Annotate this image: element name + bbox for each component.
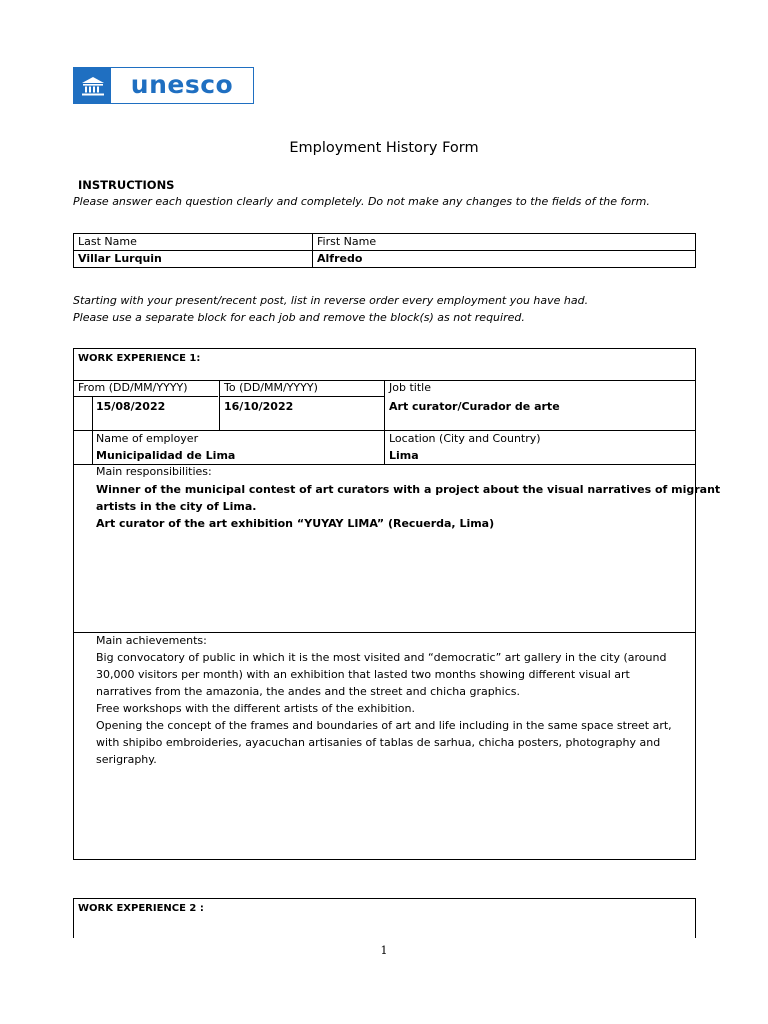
unesco-temple-icon	[74, 68, 111, 103]
work-2-heading: WORK EXPERIENCE 2 :	[78, 903, 204, 914]
from-date-value[interactable]: 15/08/2022	[96, 400, 166, 413]
instructions-heading: INSTRUCTIONS	[78, 178, 175, 192]
intro-line-2: Please use a separate block for each job and remove the block(s) as not required.	[73, 311, 525, 324]
last-name-label: Last Name	[74, 234, 313, 251]
achievement-line-3: narratives from the amazonia, the andes and the street and chicha graphics.	[96, 685, 520, 698]
responsibilities-label: Main responsibilities:	[96, 465, 212, 478]
achievement-line-6: with shipibo embroideries, ayacuchan artisanies of tablas de sarhua, chicha posters, photography and	[96, 736, 661, 749]
work-1-heading: WORK EXPERIENCE 1:	[78, 353, 201, 364]
job-title-label: Job title	[389, 381, 431, 394]
last-name-value[interactable]: Villar Lurquin	[74, 251, 313, 268]
instructions-text: Please answer each question clearly and completely. Do not make any changes to the fields of the form.	[73, 195, 650, 208]
page-number: 1	[380, 944, 388, 957]
location-value[interactable]: Lima	[389, 449, 419, 462]
responsibility-line-1: Winner of the municipal contest of art curators with a project about the visual narratives of migrant	[96, 483, 721, 496]
achievement-line-1: Big convocatory of public in which it is the most visited and “democratic” art gallery in the city (around	[96, 651, 667, 664]
first-name-value[interactable]: Alfredo	[313, 251, 696, 268]
job-title-value[interactable]: Art curator/Curador de arte	[389, 400, 560, 413]
achievement-line-2: 30,000 visitors per month) with an exhibition that lasted two months showing different visual art	[96, 668, 630, 681]
intro-text	[73, 292, 588, 326]
unesco-logo	[73, 67, 254, 104]
responsibility-line-2: artists in the city of Lima.	[96, 500, 257, 513]
to-label: To (DD/MM/YYYY)	[224, 381, 318, 394]
achievement-line-4: Free workshops with the different artists of the exhibition.	[96, 702, 415, 715]
from-label: From (DD/MM/YYYY)	[78, 381, 188, 394]
intro-line-1: Starting with your present/recent post, list in reverse order every employment you have had.	[73, 294, 589, 307]
employer-label: Name of employer	[96, 432, 199, 445]
achievement-line-7: serigraphy.	[96, 753, 157, 766]
page-title: Employment History Form	[289, 140, 479, 156]
logo-wordmark: unesco	[130, 69, 234, 99]
achievements-label: Main achievements:	[96, 634, 207, 647]
to-date-value[interactable]: 16/10/2022	[224, 400, 294, 413]
name-table	[73, 233, 696, 268]
responsibility-line-3: Art curator of the art exhibition “YUYAY LIMA” (Recuerda, Lima)	[96, 517, 495, 530]
employer-value[interactable]: Municipalidad de Lima	[96, 449, 236, 462]
achievement-line-5: Opening the concept of the frames and boundaries of art and life including in the same space street art,	[96, 719, 672, 732]
location-label: Location (City and Country)	[389, 432, 541, 445]
first-name-label: First Name	[313, 234, 696, 251]
